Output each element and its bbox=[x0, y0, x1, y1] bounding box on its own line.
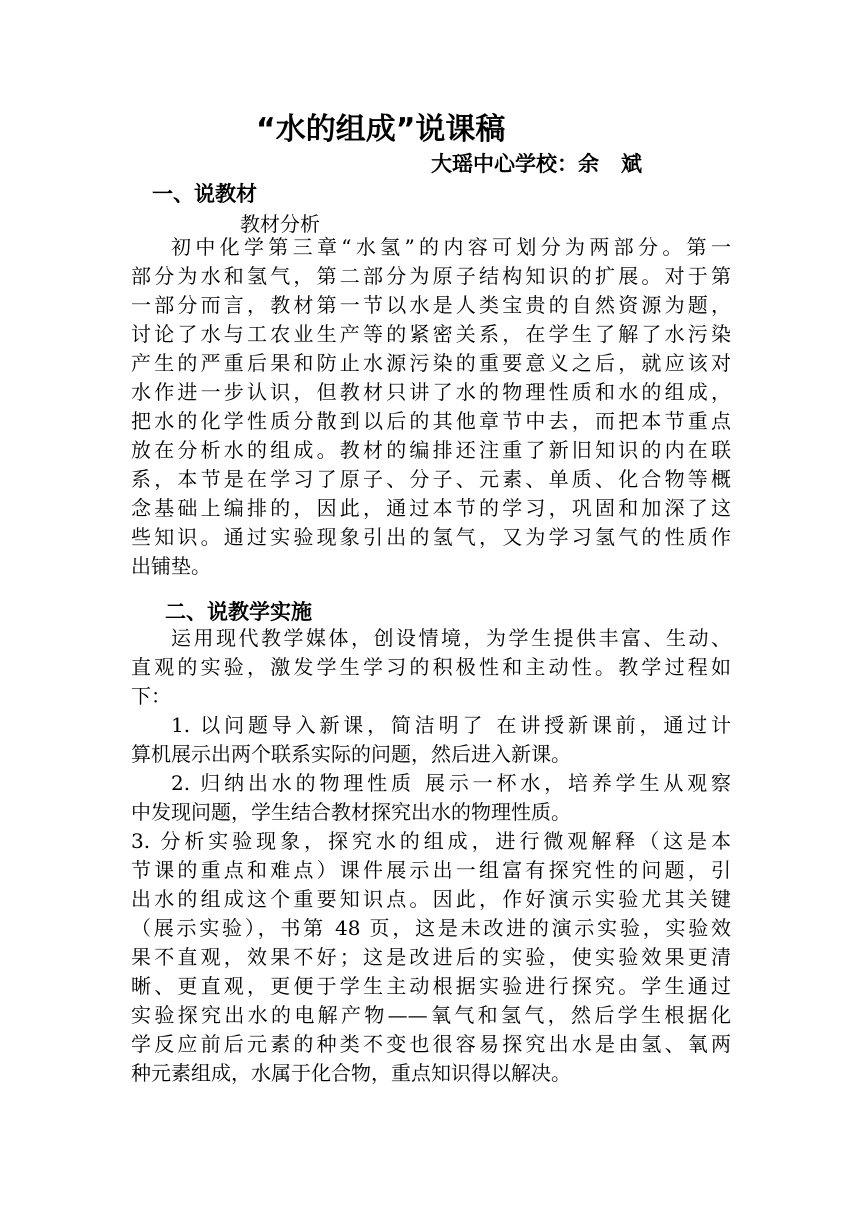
paragraph-line: 水作进一步认识，但教材只讲了水的物理性质和水的组成， bbox=[131, 380, 731, 404]
subheading-textbook-analysis: 教材分析 bbox=[240, 212, 320, 236]
section-heading-teaching: 二、说教学实施 bbox=[165, 600, 312, 624]
section2-body bbox=[131, 624, 731, 1088]
paragraph-line: 种元素组成，水属于化合物，重点知识得以解决。 bbox=[131, 1061, 571, 1085]
section1-body bbox=[131, 233, 731, 581]
paragraph-line: 产生的严重后果和防止水源污染的重要意义之后，就应该对 bbox=[131, 351, 731, 375]
author-school: 大瑶中心学校：余 bbox=[431, 152, 599, 176]
paragraph-line: 中发现问题，学生结合教材探究出水的物理性质。 bbox=[131, 800, 571, 824]
paragraph-line: 晰、更直观，更便于学生主动根据实验进行探究。学生通过 bbox=[131, 974, 731, 998]
paragraph-line: 出水的组成这个重要知识点。因此，作好演示实验尤其关键 bbox=[131, 887, 731, 911]
paragraph-line: 3. 分析实验现象，探究水的组成，进行微观解释（这是本 bbox=[131, 829, 731, 853]
section-heading-textbook: 一、说教材 bbox=[152, 182, 257, 206]
paragraph-line: 节课的重点和难点）课件展示出一组富有探究性的问题，引 bbox=[131, 858, 731, 882]
paragraph-line: 果不直观，效果不好；这是改进后的实验，使实验效果更清 bbox=[131, 945, 731, 969]
paragraph-line: 下： bbox=[131, 684, 171, 708]
author-line bbox=[431, 148, 642, 178]
paragraph-line: 1. 以问题导入新课，简洁明了 在讲授新课前，通过计 bbox=[171, 713, 731, 737]
paragraph-line: 部分为水和氢气，第二部分为原子结构知识的扩展。对于第 bbox=[131, 264, 731, 288]
paragraph-line: 出铺垫。 bbox=[131, 554, 211, 578]
paragraph-line: （展示实验），书第 48 页，这是未改进的演示实验，实验效 bbox=[131, 916, 731, 940]
paragraph-line: 把水的化学性质分散到以后的其他章节中去，而把本节重点 bbox=[131, 409, 731, 433]
paragraph-line: 一部分而言，教材第一节以水是人类宝贵的自然资源为题， bbox=[131, 293, 731, 317]
paragraph-line: 学反应前后元素的种类不变也很容易探究出水是由氢、氧两 bbox=[131, 1032, 731, 1056]
paragraph-line: 初中化学第三章“水氢”的内容可划分为两部分。第一 bbox=[171, 235, 731, 259]
paragraph-line: 讨论了水与工农业生产等的紧密关系，在学生了解了水污染 bbox=[131, 322, 731, 346]
paragraph-line: 算机展示出两个联系实际的问题，然后进入新课。 bbox=[131, 742, 571, 766]
page-title: “水的组成”说课稿 bbox=[256, 112, 506, 147]
author-name: 斌 bbox=[621, 152, 642, 176]
paragraph-line: 些知识。通过实验现象引出的氢气，又为学习氢气的性质作 bbox=[131, 525, 731, 549]
paragraph-line: 直观的实验，激发学生学习的积极性和主动性。教学过程如 bbox=[131, 655, 731, 679]
paragraph-line: 放在分析水的组成。教材的编排还注重了新旧知识的内在联 bbox=[131, 438, 731, 462]
paragraph-line: 实验探究出水的电解产物——氧气和氢气，然后学生根据化 bbox=[131, 1003, 731, 1027]
paragraph-line: 2. 归纳出水的物理性质 展示一杯水，培养学生从观察 bbox=[171, 771, 731, 795]
paragraph-line: 运用现代教学媒体，创设情境，为学生提供丰富、生动、 bbox=[171, 626, 731, 650]
paragraph-line: 念基础上编排的，因此，通过本节的学习，巩固和加深了这 bbox=[131, 496, 731, 520]
paragraph-line: 系，本节是在学习了原子、分子、元素、单质、化合物等概 bbox=[131, 467, 731, 491]
